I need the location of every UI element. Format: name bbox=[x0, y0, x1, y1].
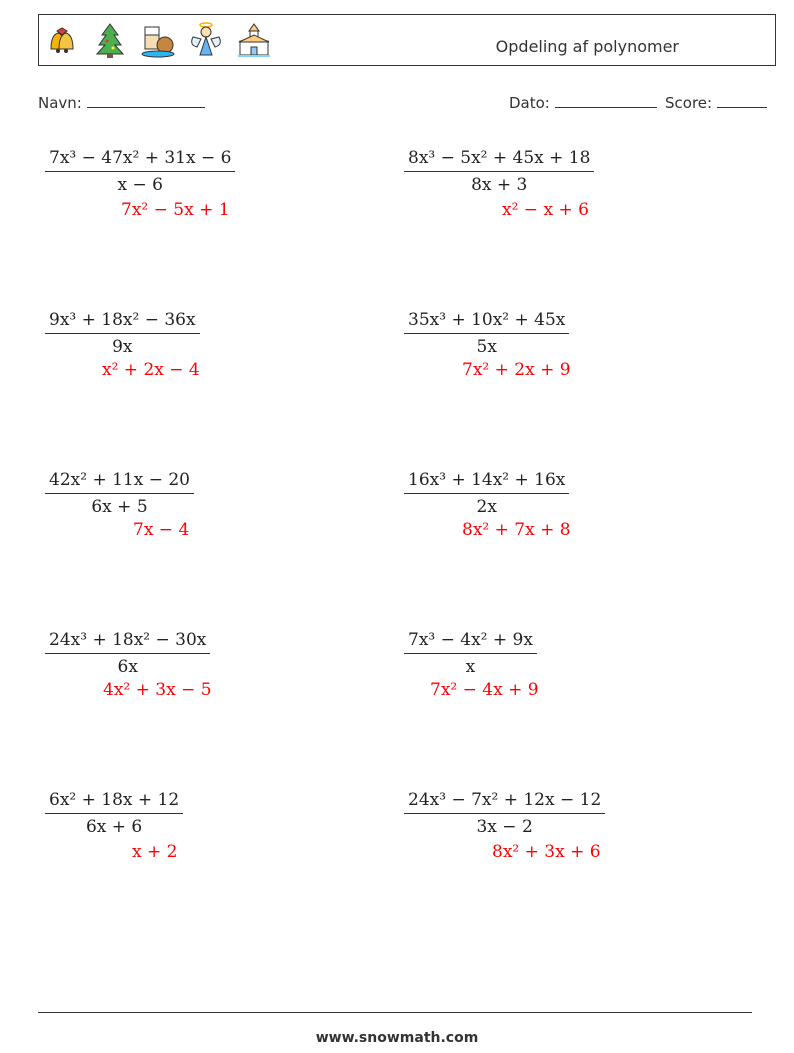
numerator: 9x³ + 18x² − 36x bbox=[45, 310, 200, 334]
numerator: 7x³ − 47x² + 31x − 6 bbox=[45, 148, 235, 172]
christmas-tree-icon bbox=[91, 21, 129, 59]
denominator: 5x bbox=[476, 337, 497, 357]
score-blank bbox=[717, 93, 767, 108]
answer-3: x² + 2x − 4 bbox=[102, 360, 200, 380]
answer-9: x + 2 bbox=[132, 842, 178, 862]
problem-1 bbox=[45, 148, 235, 195]
denominator: 6x + 6 bbox=[85, 817, 143, 837]
problem-8 bbox=[404, 630, 537, 677]
problem-4 bbox=[404, 310, 569, 357]
name-blank bbox=[87, 93, 205, 108]
numerator: 42x² + 11x − 20 bbox=[45, 470, 194, 494]
problem-6 bbox=[404, 470, 569, 517]
answer-5: 7x − 4 bbox=[133, 520, 190, 540]
denominator: 3x − 2 bbox=[476, 817, 533, 837]
header-icons bbox=[43, 21, 273, 59]
denominator: x − 6 bbox=[117, 175, 163, 195]
denominator: x bbox=[465, 657, 476, 677]
answer-8: 7x² − 4x + 9 bbox=[430, 680, 539, 700]
problem-9 bbox=[45, 790, 183, 837]
numerator: 24x³ − 7x² + 12x − 12 bbox=[404, 790, 605, 814]
footer-site: www.snowmath.com bbox=[315, 1030, 479, 1046]
numerator: 24x³ + 18x² − 30x bbox=[45, 630, 210, 654]
answer-1: 7x² − 5x + 1 bbox=[121, 200, 230, 220]
church-icon bbox=[235, 21, 273, 59]
worksheet-title: Opdeling af polynomer bbox=[495, 37, 679, 56]
date-blank bbox=[555, 93, 657, 108]
answer-4: 7x² + 2x + 9 bbox=[462, 360, 571, 380]
problem-2 bbox=[404, 148, 594, 195]
date-field bbox=[509, 93, 657, 112]
score-label: Score: bbox=[665, 94, 713, 112]
problem-7 bbox=[45, 630, 210, 677]
bells-icon bbox=[43, 21, 81, 59]
answer-6: 8x² + 7x + 8 bbox=[462, 520, 571, 540]
angel-icon bbox=[187, 21, 225, 59]
answer-2: x² − x + 6 bbox=[502, 200, 589, 220]
problem-5 bbox=[45, 470, 194, 517]
numerator: 35x³ + 10x² + 45x bbox=[404, 310, 569, 334]
answer-10: 8x² + 3x + 6 bbox=[492, 842, 601, 862]
denominator: 6x + 5 bbox=[91, 497, 148, 517]
numerator: 7x³ − 4x² + 9x bbox=[404, 630, 537, 654]
footer-divider bbox=[38, 1012, 752, 1013]
answer-7: 4x² + 3x − 5 bbox=[103, 680, 212, 700]
denominator: 6x bbox=[117, 657, 138, 677]
score-field bbox=[665, 93, 767, 112]
date-label: Dato: bbox=[509, 94, 550, 112]
numerator: 6x² + 18x + 12 bbox=[45, 790, 183, 814]
milk-cookie-icon bbox=[139, 21, 177, 59]
numerator: 8x³ − 5x² + 45x + 18 bbox=[404, 148, 594, 172]
worksheet-header bbox=[38, 14, 776, 66]
problem-10 bbox=[404, 790, 605, 837]
denominator: 9x bbox=[112, 337, 133, 357]
numerator: 16x³ + 14x² + 16x bbox=[404, 470, 569, 494]
denominator: 8x + 3 bbox=[471, 175, 528, 195]
problem-3 bbox=[45, 310, 200, 357]
name-label: Navn: bbox=[38, 94, 82, 112]
name-field bbox=[38, 93, 205, 112]
denominator: 2x bbox=[476, 497, 497, 517]
